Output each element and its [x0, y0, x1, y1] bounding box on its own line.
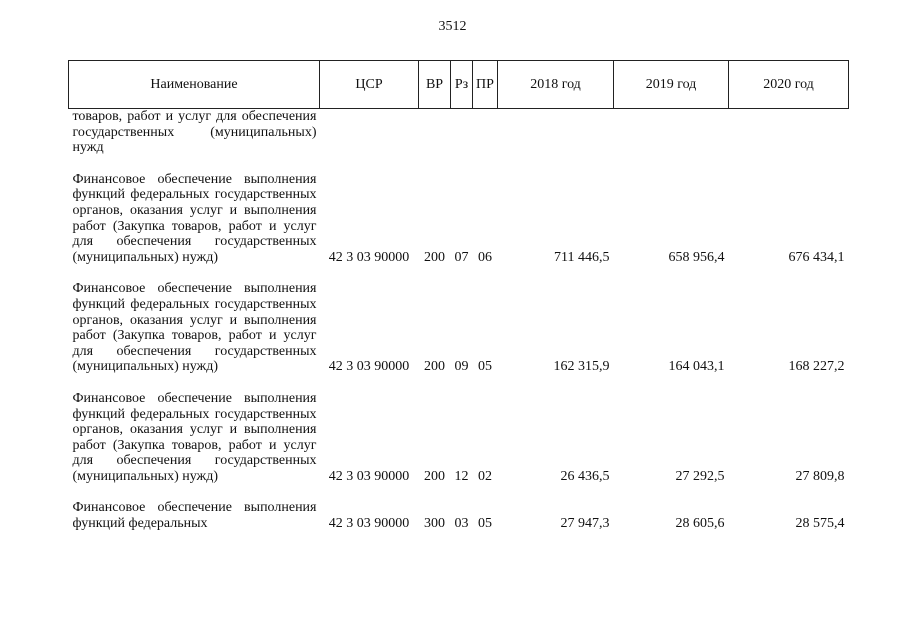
row-name: товаров, работ и услуг для обеспечения государственных (муниципальных) нужд: [72, 109, 317, 156]
row-2020: 27 809,8: [795, 468, 845, 484]
row-name: Финансовое обеспечение выполнения функций федеральных государственных органов, оказания услуг и выполнения работ (Закупка товаров, работ и услуг для обеспечения государственных (муниципальных) нужд): [72, 171, 317, 265]
header-2018: 2018 год: [498, 61, 614, 109]
row-vr: 200: [424, 359, 445, 375]
row-csr: 42 3 03 90000: [328, 249, 410, 265]
row-spacer: [69, 375, 849, 391]
row-spacer: [69, 484, 849, 500]
page-number: 3512: [438, 19, 467, 34]
row-pr: 05: [478, 516, 492, 532]
table-header: [69, 61, 849, 109]
row-2018: [498, 109, 614, 156]
row-vr: [419, 109, 451, 156]
row-2018: 27 947,3: [560, 516, 610, 532]
row-pr: 06: [478, 249, 492, 265]
row-csr: 42 3 03 90000: [328, 359, 410, 375]
row-2019: [614, 109, 729, 156]
budget-table: [68, 60, 849, 532]
row-2020: 676 434,1: [788, 249, 845, 265]
header-2020: 2020 год: [729, 61, 849, 109]
row-pr: [473, 109, 498, 156]
row-2019: 27 292,5: [675, 468, 725, 484]
row-2020: 28 575,4: [795, 516, 845, 532]
header-2019: 2019 год: [614, 61, 729, 109]
row-csr: [320, 109, 419, 156]
table-row: [69, 500, 849, 531]
row-spacer: [69, 156, 849, 172]
row-rz: 12: [454, 468, 469, 484]
row-2019: 658 956,4: [668, 249, 725, 265]
row-name: Финансовое обеспечение выполнения функций федеральных государственных органов, оказания услуг и выполнения работ (Закупка товаров, работ и услуг для обеспечения государственных (муниципальных) нужд): [72, 390, 317, 484]
row-rz: 09: [454, 359, 469, 375]
row-2018: 26 436,5: [560, 468, 610, 484]
header-name: Наименование: [69, 61, 320, 109]
row-rz: 03: [454, 516, 469, 532]
table-row: [69, 281, 849, 375]
row-2018: 711 446,5: [554, 249, 610, 265]
table-body: [69, 109, 849, 532]
row-rz: 07: [454, 249, 469, 265]
header-pr: ПР: [473, 61, 498, 109]
row-2019: 164 043,1: [668, 359, 725, 375]
row-vr: 200: [424, 249, 445, 265]
table-row: [69, 391, 849, 485]
row-rz: [451, 109, 473, 156]
row-name: Финансовое обеспечение выполнения функций федеральных государственных органов, оказания услуг и выполнения работ (Закупка товаров, работ и услуг для обеспечения государственных (муниципальных) нужд): [72, 281, 317, 375]
header-rz: Рз: [451, 61, 473, 109]
row-2020: 168 227,2: [788, 359, 845, 375]
row-name: Финансовое обеспечение выполнения функций федеральных: [72, 500, 317, 532]
row-pr: 02: [478, 468, 492, 484]
row-csr: 42 3 03 90000: [328, 516, 410, 532]
row-vr: 300: [424, 516, 445, 532]
table-row: [69, 109, 849, 156]
row-pr: 05: [478, 359, 492, 375]
row-vr: 200: [424, 468, 445, 484]
row-spacer: [69, 265, 849, 281]
row-2018: 162 315,9: [553, 359, 610, 375]
row-csr: 42 3 03 90000: [328, 468, 410, 484]
table-row: [69, 172, 849, 266]
header-vr: ВР: [419, 61, 451, 109]
header-csr: ЦСР: [320, 61, 419, 109]
row-2020: [729, 109, 849, 156]
row-2019: 28 605,6: [675, 516, 725, 532]
